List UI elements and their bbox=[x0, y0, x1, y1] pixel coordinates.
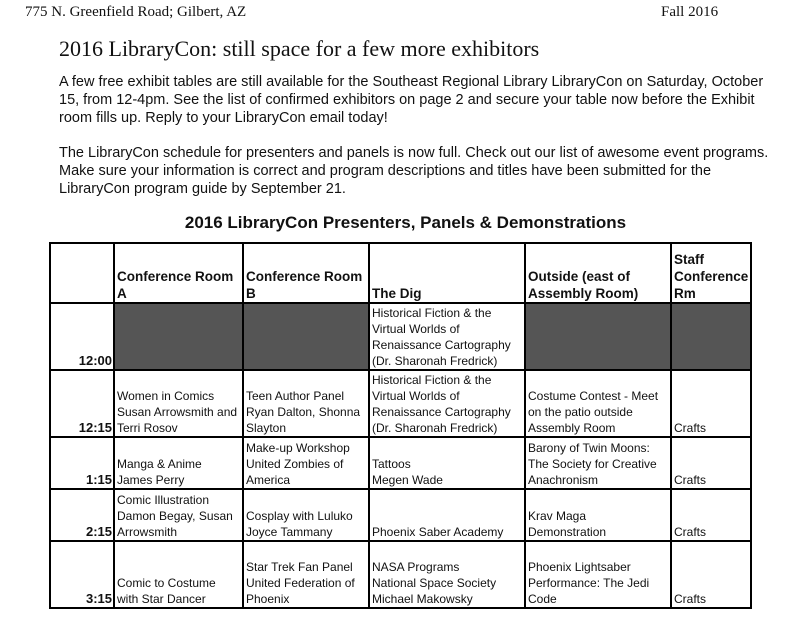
cell-line: America bbox=[246, 473, 291, 487]
session-cell bbox=[369, 370, 525, 437]
session-cell bbox=[525, 489, 671, 541]
session-cell bbox=[525, 541, 671, 608]
cell-line: Historical Fiction & the bbox=[372, 306, 492, 320]
cell-line: Crafts bbox=[674, 421, 707, 435]
cell-line: Phoenix Saber Academy bbox=[372, 525, 504, 539]
cell-line: Joyce Tammany bbox=[246, 525, 333, 539]
empty-slot-cell bbox=[525, 303, 671, 370]
cell-line: Krav Maga bbox=[528, 509, 587, 523]
cell-line: Tattoos bbox=[372, 457, 411, 471]
session-cell bbox=[369, 437, 525, 489]
table-row bbox=[50, 489, 751, 541]
cell-line: Crafts bbox=[674, 525, 707, 539]
column-header bbox=[525, 243, 671, 303]
table-row bbox=[50, 303, 751, 370]
column-header bbox=[369, 243, 525, 303]
cell-line: James Perry bbox=[117, 473, 185, 487]
cell-line: on the patio outside bbox=[528, 405, 633, 419]
cell-line: United Federation of bbox=[246, 576, 355, 590]
cell-line: Virtual Worlds of bbox=[372, 389, 460, 403]
session-cell bbox=[671, 541, 751, 608]
header-row bbox=[50, 243, 751, 303]
cell-line: Renaissance Cartography bbox=[372, 338, 511, 352]
text-line: The LibraryCon schedule for presenters and panels is now full. Check out our list of awesome event programs. bbox=[59, 145, 769, 161]
table-row bbox=[50, 437, 751, 489]
address-line: 775 N. Greenfield Road; Gilbert, AZ bbox=[25, 4, 247, 20]
session-cell bbox=[114, 541, 243, 608]
text-line: 15, from 12-4pm. See the list of confirmed exhibitors on page 2 and secure your table now before the Exhibit bbox=[59, 92, 755, 108]
exhibitor-paragraph bbox=[59, 73, 764, 127]
cell-line: Slayton bbox=[246, 421, 287, 435]
cell-line: Renaissance Cartography bbox=[372, 405, 511, 419]
cell-line: Conference Room bbox=[117, 269, 234, 284]
cell-line: Comic Illustration bbox=[117, 493, 210, 507]
cell-line: Women in Comics bbox=[117, 389, 215, 403]
cell-line: The Society for Creative bbox=[528, 457, 657, 471]
cell-line: Phoenix bbox=[246, 592, 290, 606]
empty-slot-cell bbox=[671, 303, 751, 370]
time-cell: 2:15 bbox=[50, 489, 114, 541]
session-cell bbox=[114, 437, 243, 489]
time-cell: 12:15 bbox=[50, 370, 114, 437]
cell-line: Conference bbox=[674, 269, 749, 284]
article-title: 2016 LibraryCon: still space for a few more exhibitors bbox=[59, 36, 540, 61]
session-cell bbox=[114, 489, 243, 541]
cell-line: Phoenix Lightsaber bbox=[528, 560, 631, 574]
cell-line: Make-up Workshop bbox=[246, 441, 350, 455]
session-cell bbox=[243, 437, 369, 489]
schedule-paragraph bbox=[59, 144, 769, 198]
cell-line: National Space Society bbox=[372, 576, 497, 590]
cell-line: Code bbox=[528, 592, 557, 606]
text-line: A few free exhibit tables are still available for the Southeast Regional Library LibraryCon on Saturday, October bbox=[59, 74, 764, 90]
empty-slot-cell bbox=[243, 303, 369, 370]
cell-line: Historical Fiction & the bbox=[372, 373, 492, 387]
season-label: Fall 2016 bbox=[661, 4, 719, 20]
cell-line: Arrowsmith bbox=[117, 525, 178, 539]
column-header bbox=[114, 243, 243, 303]
session-cell bbox=[671, 489, 751, 541]
cell-line: (Dr. Sharonah Fredrick) bbox=[372, 354, 498, 368]
session-cell bbox=[369, 541, 525, 608]
cell-line: (Dr. Sharonah Fredrick) bbox=[372, 421, 498, 435]
cell-line: Michael Makowsky bbox=[372, 592, 473, 606]
session-cell bbox=[671, 437, 751, 489]
cell-line: B bbox=[246, 286, 256, 301]
cell-line: Outside (east of bbox=[528, 269, 631, 284]
session-cell bbox=[243, 541, 369, 608]
cell-line: Costume Contest - Meet bbox=[528, 389, 659, 403]
cell-line: Damon Begay, Susan bbox=[117, 509, 233, 523]
empty-slot-cell bbox=[114, 303, 243, 370]
cell-line: Virtual Worlds of bbox=[372, 322, 460, 336]
session-cell bbox=[243, 370, 369, 437]
cell-line: The Dig bbox=[372, 286, 422, 301]
cell-line: Performance: The Jedi bbox=[528, 576, 650, 590]
cell-line: Megen Wade bbox=[372, 473, 443, 487]
session-cell bbox=[525, 437, 671, 489]
cell-line: Crafts bbox=[674, 592, 707, 606]
session-cell bbox=[114, 370, 243, 437]
cell-line: Staff bbox=[674, 252, 704, 267]
cell-line: Cosplay with Luluko bbox=[246, 509, 353, 523]
time-header-cell bbox=[50, 243, 114, 303]
text-line: Make sure your information is correct and program descriptions and titles have been submitted for the bbox=[59, 163, 712, 179]
column-header bbox=[671, 243, 751, 303]
cell-line: Teen Author Panel bbox=[246, 389, 345, 403]
schedule-table bbox=[49, 242, 752, 609]
cell-line: Terri Rosov bbox=[117, 421, 178, 435]
cell-line: Crafts bbox=[674, 473, 707, 487]
text-line: room fills up. Reply to your LibraryCon email today! bbox=[59, 110, 388, 126]
session-cell bbox=[369, 489, 525, 541]
time-cell: 1:15 bbox=[50, 437, 114, 489]
time-cell: 12:00 bbox=[50, 303, 114, 370]
cell-line: Demonstration bbox=[528, 525, 607, 539]
session-cell bbox=[671, 370, 751, 437]
cell-line: Star Trek Fan Panel bbox=[246, 560, 353, 574]
cell-line: Assembly Room bbox=[528, 421, 616, 435]
session-cell bbox=[243, 489, 369, 541]
cell-line: Manga & Anime bbox=[117, 457, 202, 471]
cell-line: Assembly Room) bbox=[528, 286, 639, 301]
time-cell: 3:15 bbox=[50, 541, 114, 608]
cell-line: Susan Arrowsmith and bbox=[117, 405, 238, 419]
schedule-table-title: 2016 LibraryCon Presenters, Panels & Demonstrations bbox=[184, 213, 627, 232]
cell-line: Ryan Dalton, Shonna bbox=[246, 405, 361, 419]
session-cell bbox=[369, 303, 525, 370]
cell-line: Comic to Costume bbox=[117, 576, 216, 590]
cell-line: Anachronism bbox=[528, 473, 599, 487]
cell-line: Conference Room bbox=[246, 269, 363, 284]
cell-line: United Zombies of bbox=[246, 457, 344, 471]
table-row bbox=[50, 541, 751, 608]
session-cell bbox=[525, 370, 671, 437]
cell-line: NASA Programs bbox=[372, 560, 460, 574]
cell-line: Barony of Twin Moons: bbox=[528, 441, 650, 455]
cell-line: Rm bbox=[674, 286, 696, 301]
text-line: LibraryCon program guide by September 21. bbox=[59, 181, 346, 197]
table-row bbox=[50, 370, 751, 437]
column-header bbox=[243, 243, 369, 303]
cell-line: A bbox=[117, 286, 127, 301]
cell-line: with Star Dancer bbox=[117, 592, 206, 606]
